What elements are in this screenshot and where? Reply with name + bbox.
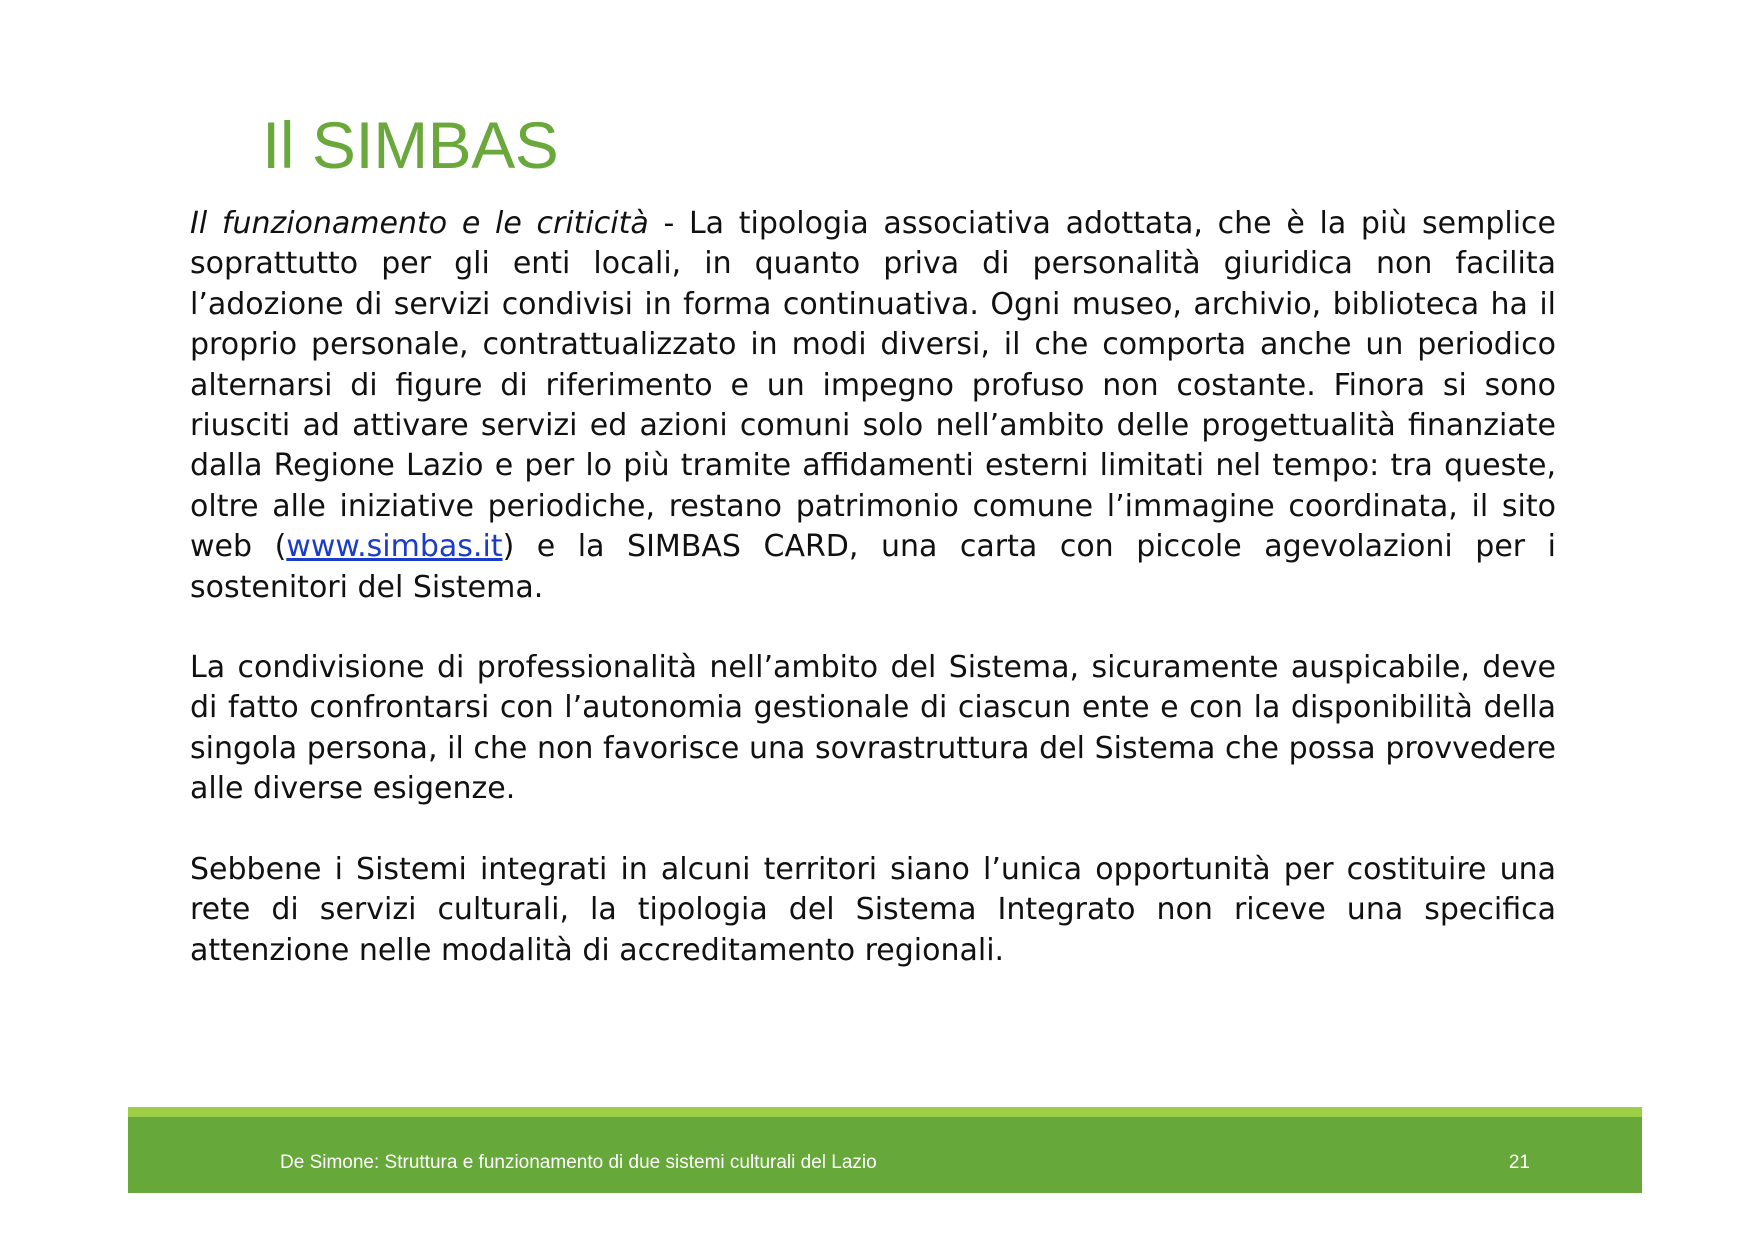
footer-text: De Simone: Struttura e funzionamento di due sistemi culturali del Lazio <box>280 1152 877 1173</box>
page-number: 21 <box>1508 1152 1530 1173</box>
slide-title: Il SIMBAS <box>262 108 559 182</box>
paragraph-2: La condivisione di professionalità nell’ambito del Sistema, sicuramente auspicabile, deve di fatto confrontarsi con l’autonomia gestionale di ciascun ente e con la disponibilità della singola persona, il che non favorisce una sovrastruttura del Sistema che possa provvedere alle diverse esigenze. <box>190 650 1556 807</box>
paragraph-1 <box>190 204 1556 608</box>
footer-bar <box>128 1107 1642 1193</box>
paragraph-lead: Il funzionamento e le criticità <box>190 206 649 241</box>
paragraph-3: Sebbene i Sistemi integrati in alcuni territori siano l’unica opportunità per costituire una rete di servizi culturali, la tipologia del Sistema Integrato non riceve una specifica attenzione nelle modalità di accreditamento regionali. <box>190 851 1556 968</box>
simbas-website-link[interactable]: www.simbas.it <box>286 529 503 565</box>
paragraph-text: ) e la SIMBAS CARD, una carta con piccole agevolazioni per i sostenitori del Sistema. <box>190 529 1556 605</box>
slide-body <box>190 204 1556 971</box>
paragraph-text: - La tipologia associativa adottata, che è la più semplice soprattutto per gli enti locali, in quanto priva di personalità giuridica non facilita l’adozione di servizi condivisi in forma continuativa. Ogni museo, archivio, biblioteca ha il proprio personale, contrattualizzato in modi diversi, il che comporta anche un periodico alternarsi di figure di riferimento e un impegno profuso non costante. Finora si sono riusciti ad attivare servizi ed azioni comuni solo nell’ambito delle progettualità finanziate dalla Regione Lazio e per lo più tramite affidamenti esterni limitati nel tempo: tra queste, oltre alle iniziative periodiche, restano patrimonio comune l’immagine coordinata, il sito web ( <box>190 206 1556 565</box>
